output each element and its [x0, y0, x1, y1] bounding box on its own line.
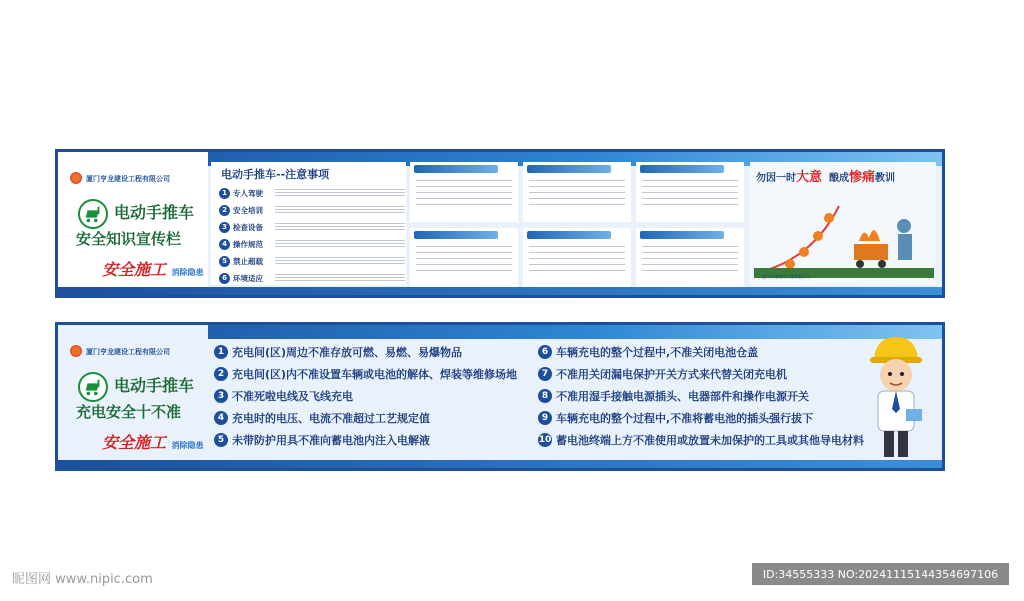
note-label: 安全培训	[233, 205, 263, 215]
note-number: 5	[219, 256, 230, 267]
warning-title-d: 惨痛	[848, 170, 875, 185]
rule-number: 3	[214, 389, 228, 403]
note-description-lines	[275, 189, 405, 197]
detail-cell	[636, 162, 744, 222]
detail-cell	[523, 228, 631, 288]
cell-text-lines	[642, 246, 738, 276]
company-logo-icon	[70, 345, 82, 357]
rule-item	[538, 409, 813, 427]
company-name: 厦门亨龙建设工程有限公司	[86, 348, 170, 356]
top-board	[55, 149, 945, 298]
rule-text: 充电时的电压、电流不准超过工艺规定值	[232, 412, 430, 425]
rule-number: 8	[538, 389, 552, 403]
warning-title-b: 大意	[796, 170, 823, 185]
rule-text: 蓄电池终端上方不准使用或放置未加保护的工具或其他导电材料	[556, 434, 864, 447]
note-number: 6	[219, 273, 230, 284]
note-description-lines	[275, 206, 405, 214]
rule-number: 10	[538, 435, 552, 445]
rule-item	[214, 343, 462, 361]
note-description-lines	[275, 223, 405, 231]
warning-caption: 厦门亨龙建设工程有限公司	[762, 274, 810, 279]
notes-section	[211, 162, 406, 285]
rule-number: 5	[214, 433, 228, 447]
rule-text: 不准死啦电线及飞线充电	[232, 390, 353, 403]
rule-number: 9	[538, 411, 552, 425]
note-item	[219, 186, 405, 200]
rule-text: 车辆充电的整个过程中,不准关闭电池仓盖	[556, 346, 759, 359]
safety-logo-sub: 消除隐患	[171, 441, 204, 450]
rule-item	[538, 431, 864, 449]
warning-title-a: 勿因一时	[756, 173, 796, 184]
cell-header-bar	[527, 231, 611, 239]
rule-item	[538, 387, 809, 405]
rule-text: 充电间(区)周边不准存放可燃、易燃、易爆物品	[232, 346, 463, 359]
rule-number: 2	[214, 367, 228, 381]
top-title-block	[58, 152, 208, 295]
cell-header-bar	[414, 165, 498, 173]
safety-logo	[102, 430, 204, 453]
warning-title	[756, 166, 895, 185]
watermark-id: ID:34555333 NO:20241115144354697106	[752, 563, 1009, 585]
note-item	[219, 271, 405, 285]
fire-cart-illustration	[754, 186, 934, 278]
note-description-lines	[275, 240, 405, 248]
note-label: 禁止超载	[233, 256, 263, 266]
rule-number: 1	[214, 345, 228, 359]
rule-item	[538, 343, 758, 361]
rule-number: 6	[538, 345, 552, 359]
cell-text-lines	[529, 246, 625, 276]
cell-text-lines	[529, 180, 625, 210]
rule-item	[214, 431, 430, 449]
cell-text-lines	[416, 246, 512, 276]
note-item	[219, 237, 405, 251]
bottom-board	[55, 322, 945, 471]
warning-title-e: 教训	[875, 173, 895, 184]
note-label: 专人驾驶	[233, 188, 263, 198]
warning-section	[750, 162, 936, 285]
watermark-site: 昵图网 www.nipic.com	[12, 572, 153, 587]
rule-number: 7	[538, 367, 552, 381]
note-description-lines	[275, 257, 405, 265]
notes-title: 电动手推车--注意事项	[221, 168, 330, 181]
cell-text-lines	[416, 180, 512, 210]
note-description-lines	[275, 274, 405, 282]
note-label: 环境适应	[233, 273, 263, 283]
safety-logo-sub: 消除隐患	[171, 268, 204, 277]
bottom-wave-decoration	[58, 460, 942, 468]
detail-cell	[410, 162, 518, 222]
note-item	[219, 203, 405, 217]
worker-illustration	[856, 329, 936, 459]
rule-item	[214, 365, 517, 383]
bottom-wave-decoration	[58, 287, 942, 295]
rule-item	[214, 409, 430, 427]
cell-header-bar	[640, 231, 724, 239]
detail-cell	[523, 162, 631, 222]
cart-icon	[78, 372, 108, 402]
note-number: 3	[219, 222, 230, 233]
rule-text: 车辆充电的整个过程中,不准将蓄电池的插头强行拔下	[556, 412, 814, 425]
safety-logo-text: 安全施工	[102, 433, 167, 452]
bottom-title-block	[58, 325, 208, 468]
note-number: 4	[219, 239, 230, 250]
note-label: 操作规范	[233, 239, 263, 249]
cell-text-lines	[642, 180, 738, 210]
detail-cell	[636, 228, 744, 288]
board-title-line1: 电动手推车	[114, 376, 195, 395]
note-label: 检查设备	[233, 222, 263, 232]
cart-icon	[78, 199, 108, 229]
cell-header-bar	[527, 165, 611, 173]
detail-cell	[410, 228, 518, 288]
note-number: 2	[219, 205, 230, 216]
rule-item	[214, 387, 353, 405]
company-name: 厦门亨龙建设工程有限公司	[86, 175, 170, 183]
rule-text: 不准用湿手接触电源插头、电器部件和操作电源开关	[556, 390, 809, 403]
rule-item	[538, 365, 787, 383]
rule-text: 不准用关闭漏电保护开关方式来代替关闭充电机	[556, 368, 787, 381]
rule-text: 充电间(区)内不准设置车辆或电池的解体、焊装等维修场地	[232, 368, 518, 381]
company-logo-icon	[70, 172, 82, 184]
safety-logo-text: 安全施工	[102, 260, 167, 279]
warning-title-c: 酿成	[828, 173, 849, 184]
rule-number: 4	[214, 411, 228, 425]
cell-header-bar	[414, 231, 498, 239]
note-number: 1	[219, 188, 230, 199]
board-title-line2: 安全知识宣传栏	[76, 230, 182, 248]
cell-header-bar	[640, 165, 724, 173]
note-item	[219, 254, 405, 268]
board-title-line2: 充电安全十不准	[76, 403, 182, 421]
rule-text: 未带防护用具不准向蓄电池内注入电解液	[232, 434, 430, 447]
safety-logo	[102, 257, 204, 280]
note-item	[219, 220, 405, 234]
detail-cells	[410, 162, 745, 285]
board-title-line1: 电动手推车	[114, 203, 195, 222]
